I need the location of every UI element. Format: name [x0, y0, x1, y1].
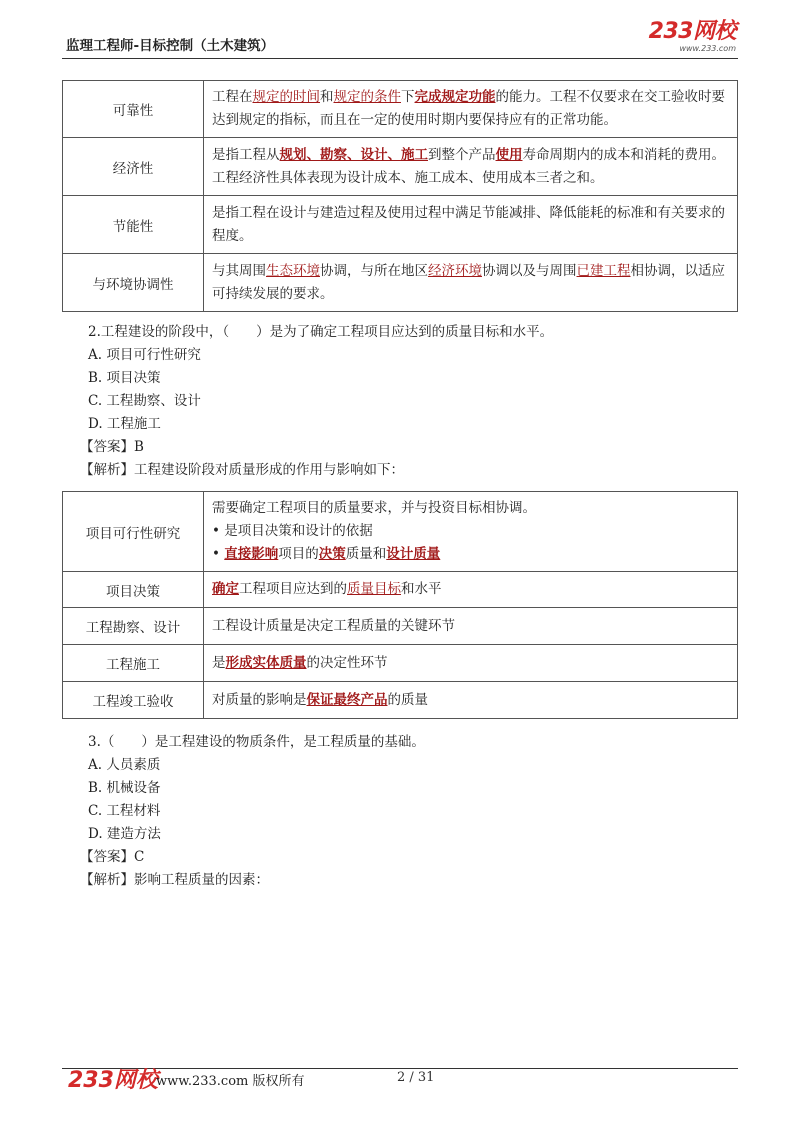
table-row — [63, 645, 738, 682]
row-description: 对质量的影响是保证最终产品的质量 — [204, 682, 738, 719]
logo-text: 233网校 — [648, 19, 736, 44]
row-description: 需要确定工程项目的质量要求，并与投资目标相协调。 • 是项目决策和设计的依据 • 直接影响项目的决策质量和设计质量 — [204, 492, 738, 572]
page-footer — [62, 1068, 738, 1109]
row-description: 是指工程从规划、勘察、设计、施工到整个产品使用寿命周期内的成本和消耗的费用。工程经济性具体表现为设计成本、施工成本、使用成本三者之和。 — [204, 138, 738, 196]
table-row — [63, 81, 738, 138]
table-row — [63, 682, 738, 719]
construction-stages-table — [62, 491, 738, 719]
option-d: D. 建造方法 — [88, 826, 161, 842]
option-b: B. 机械设备 — [88, 780, 161, 796]
option-b: B. 项目决策 — [88, 370, 161, 386]
analysis: 【解析】影响工程质量的因素： — [80, 872, 269, 888]
row-description: 工程设计质量是决定工程质量的关键环节 — [204, 608, 738, 645]
row-label: 经济性 — [63, 138, 204, 196]
quality-features-table — [62, 80, 738, 312]
footer-copyright: www.233.com 版权所有 — [156, 1074, 305, 1089]
table-row — [63, 608, 738, 645]
option-a: A. 人员素质 — [88, 757, 161, 773]
footer-logo: 233网校 — [68, 1068, 158, 1093]
answer: 【答案】C — [80, 849, 145, 865]
document-title: 监理工程师-目标控制（土木建筑） — [66, 38, 275, 54]
brand-logo — [649, 20, 736, 53]
question-3-stem: 3.（ ）是工程建设的物质条件，是工程质量的基础。 — [88, 734, 425, 750]
table-row — [63, 492, 738, 572]
page-number: 2 / 31 — [397, 1070, 435, 1085]
option-c: C. 工程勘察、设计 — [88, 393, 201, 409]
row-label: 项目决策 — [63, 572, 204, 608]
row-description: 是形成实体质量的决定性环节 — [204, 645, 738, 682]
row-label: 工程施工 — [63, 645, 204, 682]
answer: 【答案】B — [80, 439, 144, 455]
option-d: D. 工程施工 — [88, 416, 161, 432]
row-label: 可靠性 — [63, 81, 204, 138]
row-description: 是指工程在设计与建造过程及使用过程中满足节能减排、降低能耗的标准和有关要求的程度。 — [204, 196, 738, 254]
row-label: 节能性 — [63, 196, 204, 254]
row-label: 工程勘察、设计 — [63, 608, 204, 645]
table-row — [63, 138, 738, 196]
option-a: A. 项目可行性研究 — [88, 347, 201, 363]
table-row — [63, 254, 738, 312]
row-description: 与其周围生态环境协调，与所在地区经济环境协调以及与周围已建工程相协调，以适应可持续发展的要求。 — [204, 254, 738, 312]
row-description: 工程在规定的时间和规定的条件下完成规定功能的能力。工程不仅要求在交工验收时要达到规定的指标，而且在一定的使用时期内要保持应有的正常功能。 — [204, 81, 738, 138]
row-label: 与环境协调性 — [63, 254, 204, 312]
logo-url: www.233.com — [679, 44, 736, 53]
question-2-stem: 2.工程建设的阶段中，（ ）是为了确定工程项目应达到的质量目标和水平。 — [88, 324, 554, 340]
table-row — [63, 572, 738, 608]
row-description: 确定工程项目应达到的质量目标和水平 — [204, 572, 738, 608]
row-label: 工程竣工验收 — [63, 682, 204, 719]
page-header — [62, 20, 738, 59]
table-row — [63, 196, 738, 254]
analysis: 【解析】工程建设阶段对质量形成的作用与影响如下： — [80, 462, 404, 478]
row-label: 项目可行性研究 — [63, 492, 204, 572]
option-c: C. 工程材料 — [88, 803, 161, 819]
